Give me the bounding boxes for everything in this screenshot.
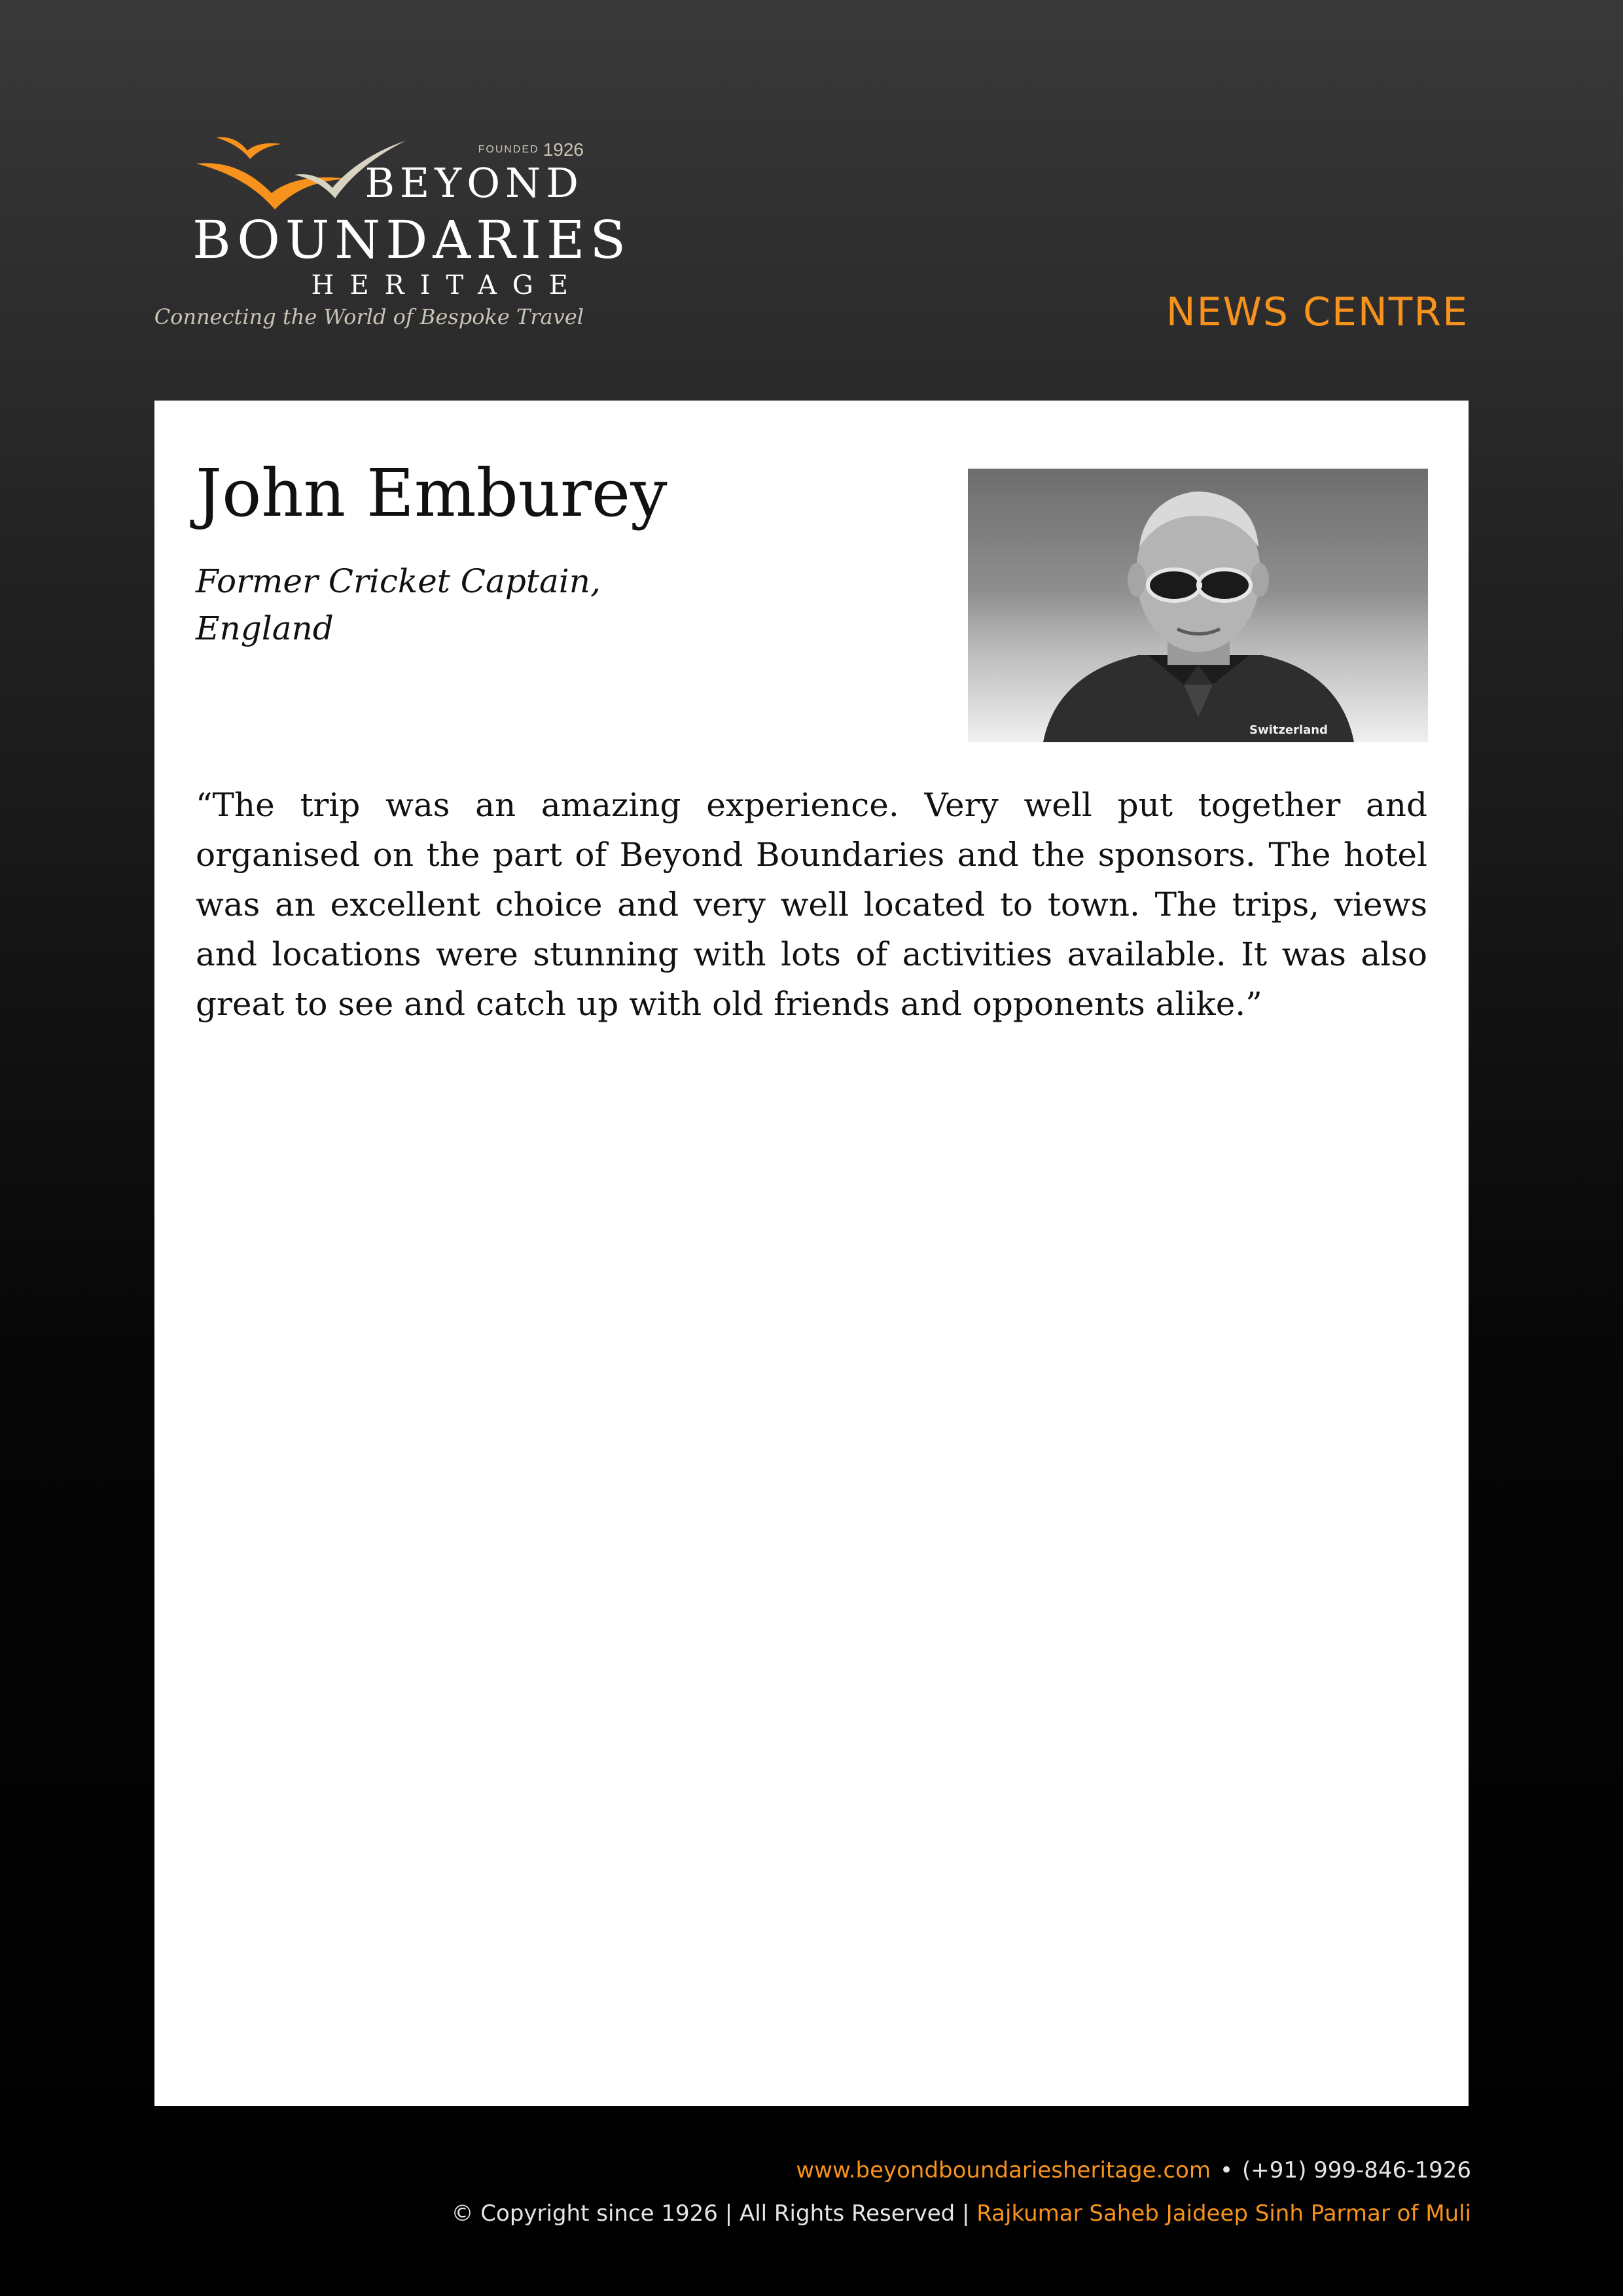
photo-shirt-text: Switzerland — [1249, 723, 1328, 737]
brand-logo — [154, 128, 632, 350]
founded-year: 1926 — [543, 139, 584, 160]
founded-label: FOUNDED — [478, 144, 539, 155]
testimonial-card — [154, 401, 1469, 2106]
logo-word-heritage: HERITAGE — [311, 270, 584, 300]
logo-word-boundaries: BOUNDARIES — [192, 209, 632, 270]
testimonial-quote: “The trip was an amazing experience. Very well put together and organised on the part of Beyond Boundaries and the sponsors. The hotel was an excellent choice and very well located to town. The trips, views and locations were stunning with lots of activities available. It was also great to see and catch up with old friends and opponents alike.” — [196, 786, 1427, 1023]
footer-contact — [796, 2157, 1471, 2183]
copyright-text: © Copyright since 1926 | All Rights Reserved | — [451, 2200, 970, 2227]
portrait-photo — [968, 469, 1428, 742]
logo-word-beyond: BEYOND — [365, 159, 584, 207]
footer-copyright — [451, 2200, 1471, 2227]
phone-number: (+91) 999-846-1926 — [1242, 2157, 1471, 2183]
website-link[interactable]: www.beyondboundariesheritage.com — [796, 2157, 1211, 2183]
logo-tagline: Connecting the World of Bespoke Travel — [154, 304, 584, 329]
person-name: John Emburey — [196, 455, 668, 531]
founded-mark — [478, 139, 584, 160]
owner-name: Rajkumar Saheb Jaideep Sinh Parmar of Muli — [976, 2200, 1471, 2227]
news-centre-heading: NEWS CENTRE — [1166, 289, 1469, 335]
role-line-1: Former Cricket Captain, — [196, 562, 601, 600]
footer-bullet: • — [1219, 2157, 1234, 2183]
portrait-photo-icon — [968, 469, 1428, 742]
role-line-2: England — [196, 609, 334, 647]
person-role — [196, 558, 601, 652]
